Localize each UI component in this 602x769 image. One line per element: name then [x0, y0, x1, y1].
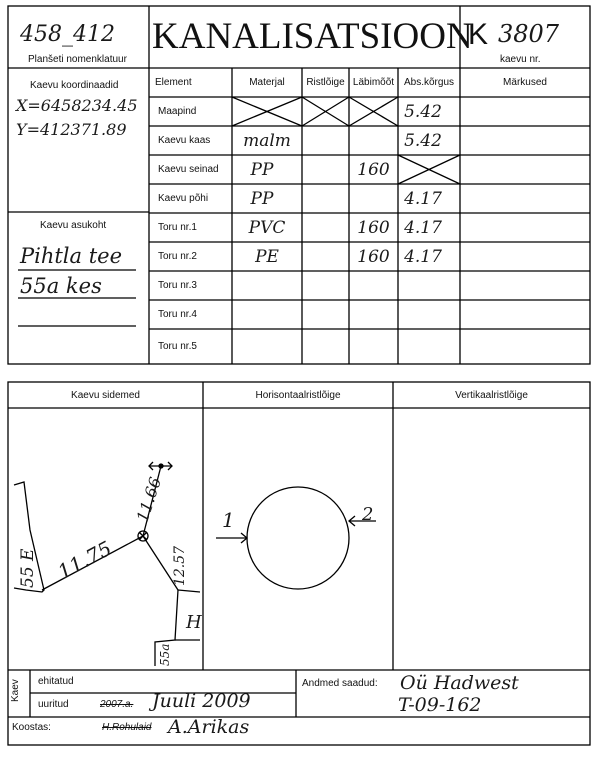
pipe-1-label: 1: [222, 508, 235, 532]
panel-title-ties: Kaevu sidemed: [71, 389, 140, 401]
location-label: Kaevu asukoht: [40, 220, 107, 231]
pipe-2-label: 2: [362, 504, 374, 525]
row-material: PP: [250, 159, 274, 180]
row-height: 5.42: [404, 101, 442, 122]
row-material: PP: [250, 188, 274, 209]
data-source-reference: T-09-162: [398, 694, 482, 716]
sketch-distance-top: 11.66: [132, 474, 166, 525]
compiled-label: Koostas:: [12, 722, 51, 733]
row-element: Maapind: [158, 106, 197, 117]
row-element: Toru nr.1: [158, 222, 197, 233]
well-label: kaevu nr.: [500, 54, 541, 65]
row-material: PVC: [248, 217, 286, 238]
row-material: PE: [255, 246, 279, 267]
row-material: malm: [243, 130, 291, 151]
surveyed-old-value: 2007.a.: [100, 699, 134, 710]
row-element: Kaevu seinad: [158, 164, 219, 175]
panel-title-horizontal: Horisontaalristlõige: [255, 389, 341, 401]
row-height: 4.17: [404, 188, 442, 209]
sketch-building-bottom-number: 55a: [158, 643, 172, 666]
data-source-label: Andmed saadud:: [302, 678, 378, 689]
coordinate-y: Y=412371.89: [16, 120, 127, 139]
row-diameter: 160: [357, 246, 390, 267]
row-diameter: 160: [357, 159, 390, 180]
data-source-company: Oü Hadwest: [400, 672, 519, 694]
row-element: Toru nr.5: [158, 341, 197, 352]
page-title: KANALISATSIOON: [152, 16, 473, 57]
well-prefix: K: [468, 18, 489, 51]
surveyed-value: Juuli 2009: [152, 690, 251, 712]
row-height: 4.17: [404, 246, 442, 267]
well-number: 3807: [498, 20, 560, 48]
col-header-notes: Märkused: [503, 77, 547, 88]
coordinates-label: Kaevu koordinaadid: [30, 80, 119, 91]
row-element: Toru nr.2: [158, 251, 197, 262]
row-element: Toru nr.3: [158, 280, 197, 291]
row-height: 5.42: [404, 130, 442, 151]
sketch-distance-bottom: 12.57: [172, 545, 189, 587]
built-label: ehitatud: [38, 676, 74, 687]
surveyed-label: uuritud: [38, 699, 69, 710]
row-diameter: 160: [357, 217, 390, 238]
row-element: Kaevu põhi: [158, 193, 209, 204]
panel-title-vertical: Vertikaalristlõige: [455, 389, 528, 401]
row-element: Kaevu kaas: [158, 135, 211, 146]
col-header-element: Element: [155, 77, 192, 88]
sketch-building-bottom: H: [186, 612, 202, 633]
col-header-height: Abs.kõrgus: [403, 77, 455, 88]
col-header-section: Ristlõige: [306, 77, 345, 88]
compiled-old-value: H.Rohulaid: [102, 722, 152, 733]
compiled-value: A.Arikas: [168, 716, 250, 738]
col-header-diameter: Läbimõõt: [352, 77, 395, 88]
row-element: Toru nr.4: [158, 309, 197, 320]
sketch-distance-left: 11.75: [53, 535, 116, 585]
col-header-material: Materjal: [249, 77, 285, 88]
row-height: 4.17: [404, 217, 442, 238]
coordinate-x: X=6458234.45: [16, 96, 138, 115]
well-side-label: Kaev: [10, 679, 21, 702]
location-line2: 55a kes: [20, 274, 102, 298]
sheet-number: 458_412: [20, 22, 115, 47]
location-line1: Pihtla tee: [20, 244, 123, 268]
sheet-label: Planšeti nomenklatuur: [28, 54, 127, 65]
sketch-building-left: 55 E: [18, 548, 38, 588]
